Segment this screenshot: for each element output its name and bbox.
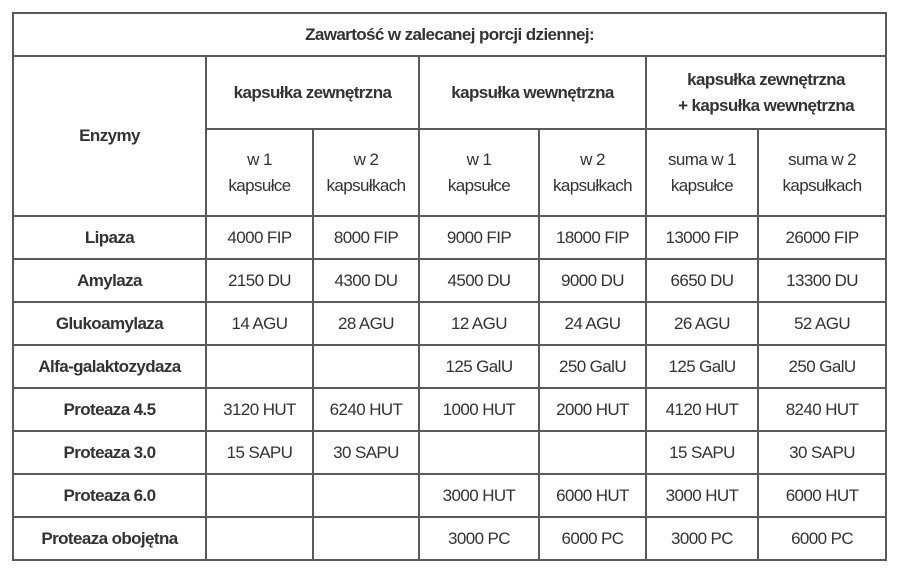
enzyme-name: Glukoamylaza: [13, 302, 206, 345]
value-cell: [206, 474, 313, 517]
value-cell: 6000 HUT: [539, 474, 646, 517]
subcolumn-line: kapsułce: [447, 175, 511, 195]
value-cell: 3120 HUT: [206, 388, 313, 431]
value-cell: 13300 DU: [758, 259, 886, 302]
subcolumn-line: kapsułkach: [326, 175, 406, 195]
table-row: [13, 431, 886, 474]
enzyme-name: Proteaza obojętna: [13, 517, 206, 560]
value-cell: 12 AGU: [419, 302, 539, 345]
table-row: [13, 388, 886, 431]
group-header-combined: [646, 56, 886, 129]
value-cell: [539, 431, 646, 474]
value-cell: 2000 HUT: [539, 388, 646, 431]
table-title: Zawartość w zalecanej porcji dziennej:: [13, 13, 886, 56]
value-cell: 4120 HUT: [646, 388, 758, 431]
enzyme-name: Alfa-galaktozydaza: [13, 345, 206, 388]
table-row: [13, 517, 886, 560]
value-cell: 3000 HUT: [419, 474, 539, 517]
value-cell: [206, 517, 313, 560]
value-cell: [313, 345, 419, 388]
table-row: [13, 474, 886, 517]
value-cell: [206, 345, 313, 388]
enzyme-name: Proteaza 3.0: [13, 431, 206, 474]
subcolumn-line: w 2: [353, 149, 379, 169]
value-cell: 8000 FIP: [313, 216, 419, 259]
value-cell: 26000 FIP: [758, 216, 886, 259]
group-header-line: kapsułka zewnętrzna: [233, 82, 392, 102]
enzymes-header: Enzymy: [13, 56, 206, 216]
value-cell: 9000 FIP: [419, 216, 539, 259]
value-cell: 6650 DU: [646, 259, 758, 302]
table-row: [13, 345, 886, 388]
value-cell: 14 AGU: [206, 302, 313, 345]
value-cell: 26 AGU: [646, 302, 758, 345]
subcolumn-header: [419, 129, 539, 216]
enzyme-name: Lipaza: [13, 216, 206, 259]
group-header-outer-capsule: [206, 56, 419, 129]
value-cell: 8240 HUT: [758, 388, 886, 431]
value-cell: 250 GalU: [758, 345, 886, 388]
value-cell: 125 GalU: [419, 345, 539, 388]
value-cell: [313, 474, 419, 517]
subcolumn-header: [539, 129, 646, 216]
value-cell: 3000 PC: [646, 517, 758, 560]
value-cell: 6000 PC: [758, 517, 886, 560]
subcolumn-line: w 1: [466, 149, 492, 169]
value-cell: 4300 DU: [313, 259, 419, 302]
enzyme-name: Proteaza 6.0: [13, 474, 206, 517]
value-cell: 15 SAPU: [646, 431, 758, 474]
group-header-line: + kapsułka wewnętrzna: [678, 95, 854, 115]
subcolumn-header: [646, 129, 758, 216]
value-cell: [313, 517, 419, 560]
subcolumn-header: [206, 129, 313, 216]
value-cell: 125 GalU: [646, 345, 758, 388]
value-cell: 15 SAPU: [206, 431, 313, 474]
subcolumn-line: suma w 2: [788, 149, 857, 169]
group-header-line: kapsułka zewnętrzna: [687, 69, 845, 89]
value-cell: 4500 DU: [419, 259, 539, 302]
table-row: [13, 216, 886, 259]
enzyme-name: Proteaza 4.5: [13, 388, 206, 431]
value-cell: 1000 HUT: [419, 388, 539, 431]
value-cell: [419, 431, 539, 474]
value-cell: 18000 FIP: [539, 216, 646, 259]
value-cell: 9000 DU: [539, 259, 646, 302]
enzyme-name: Amylaza: [13, 259, 206, 302]
subcolumn-line: kapsułce: [670, 175, 734, 195]
value-cell: 4000 FIP: [206, 216, 313, 259]
subcolumn-line: suma w 1: [668, 149, 736, 169]
subcolumn-line: w 1: [247, 149, 272, 169]
group-header-line: kapsułka wewnętrzna: [451, 82, 614, 102]
subcolumn-header: [758, 129, 886, 216]
enzyme-content-table: [12, 12, 887, 561]
value-cell: 13000 FIP: [646, 216, 758, 259]
subcolumn-line: w 2: [580, 149, 605, 169]
value-cell: 6000 HUT: [758, 474, 886, 517]
subcolumn-header: [313, 129, 419, 216]
value-cell: 30 SAPU: [313, 431, 419, 474]
value-cell: 3000 PC: [419, 517, 539, 560]
value-cell: 52 AGU: [758, 302, 886, 345]
table-row: [13, 302, 886, 345]
subcolumn-line: kapsułkach: [552, 175, 633, 195]
subcolumn-line: kapsułkach: [782, 175, 862, 195]
value-cell: 6240 HUT: [313, 388, 419, 431]
value-cell: 24 AGU: [539, 302, 646, 345]
value-cell: 28 AGU: [313, 302, 419, 345]
value-cell: 30 SAPU: [758, 431, 886, 474]
subcolumn-line: kapsułce: [228, 175, 291, 195]
group-header-inner-capsule: [419, 56, 646, 129]
value-cell: 6000 PC: [539, 517, 646, 560]
value-cell: 2150 DU: [206, 259, 313, 302]
table-row: [13, 259, 886, 302]
value-cell: 3000 HUT: [646, 474, 758, 517]
value-cell: 250 GalU: [539, 345, 646, 388]
